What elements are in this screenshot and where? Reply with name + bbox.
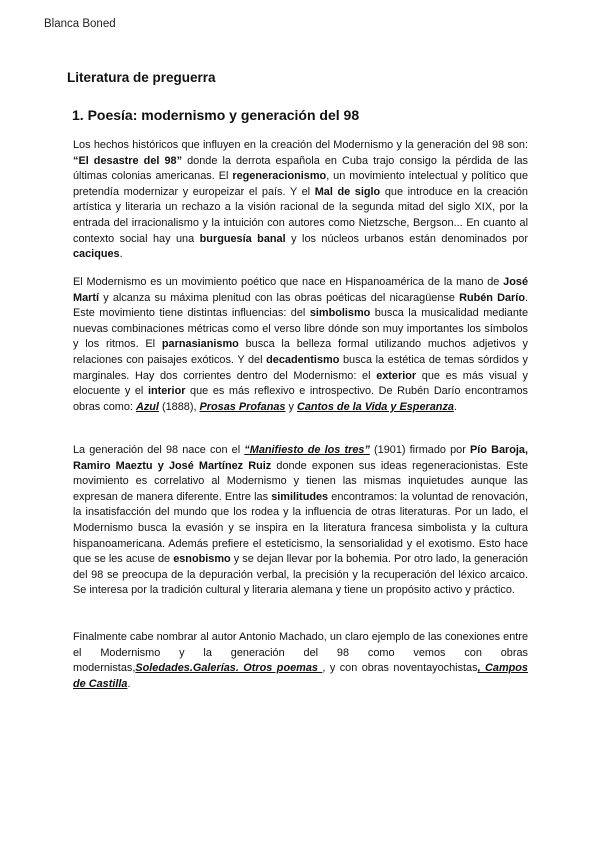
paragraph-machado: Finalmente cabe nombrar al autor Antonio Machado, un claro ejemplo de las conexiones entre el Modernismo y la generación del 98 como vemos con obras modernistas,Soledades.Galerías. Otros poemas , y con obras noventayochistas, Campos de Castilla. — [73, 631, 528, 690]
work-title-azul: Azul — [135, 400, 159, 413]
author-header: Blanca Boned — [44, 18, 116, 30]
work-title-campos-de-castilla: , Campos de Castilla — [73, 662, 528, 690]
heading-poesia: 1. Poesía: modernismo y generación del 98 — [72, 107, 360, 123]
paragraph-contexto-historico: Los hechos históricos que influyen en la creación del Modernismo y la generación del 98 son: “El desastre del 98” donde la derrota española en Cuba trajo consigo la pérdida de las últimas colonias americanas. El regeneracionismo, un movimiento intelectual y político que pretendía modernizar y europeizar el país. Y el Mal de siglo que introduce en la creación artística y literaria un rechazo a la visión racional de la segunda mitad del siglo XIX, por la entrada del irracionalismo y la intuición con autores como Nietzsche, Bergson... En cuanto al contexto social hay una burguesía banal y los núcleos urbanos están denominados por caciques. — [73, 139, 529, 261]
section-title: Literatura de preguerra — [67, 70, 216, 85]
work-title-soledades: Soledades.Galerías. Otros poemas — [135, 662, 323, 675]
work-title-cantos-de-vida: Cantos de la Vida y Esperanza — [296, 400, 454, 413]
paragraph-generacion-98: La generación del 98 nace con el “Manifiesto de los tres” (1901) firmado por Pío Baroja, Ramiro Maeztu y José Martínez Ruiz donde exponen sus ideas regeneracionistas. Este movimiento es correlativo al Modernismo y tienen las mismas inquietudes aunque las expresan de manera diferente. Entre las similitudes encontramos: la voluntad de renovación, la insatisfacción del mundo que los rodea y la influencia de otras literaturas. Por un lado, el Modernismo busca la evasión y se inspira en la literatura francesa simbolista y la cultura hispanoamericana. Además prefiere el esteticismo, la sensorialidad y el exotismo. Esto hace que se les acuse de esnobismo y se dejan llevar por la bohemia. Por otro lado, la generación del 98 se preocupa de la depuración verbal, la precisión y la recuperación del léxico arcaico. Se interesa por la tradición cultural y literaria alemana y tiene un propósito activo y práctico. — [73, 444, 529, 597]
work-title-manifiesto: “Manifiesto de los tres” — [244, 444, 370, 456]
work-title-prosas-profanas: Prosas Profanas — [199, 400, 286, 413]
paragraph-modernismo: El Modernismo es un movimiento poético que nace en Hispanoamérica de la mano de José Martí y alcanza su máxima plenitud con las obras poéticas del nicaragüense Rubén Darío. Este movimiento tiene distintas influencias: del simbolismo busca la musicalidad mediante nuevas combinaciones métricas como el verso libre dónde son muy importantes los símbolos y los ritmos. El parnasianismo busca la belleza formal utilizando muchos adjetivos y relaciones con paisajes exóticos. Y del decadentismo busca la estética de temas sórdidos y marginales. Hay dos corrientes dentro del Modernismo: el exterior que es más visual y elocuente y el interior que es más reflexivo e introspectivo. De Rubén Darío encontramos obras como: Azul (1888), Prosas Profanas y Cantos de la Vida y Esperanza. — [73, 276, 529, 413]
